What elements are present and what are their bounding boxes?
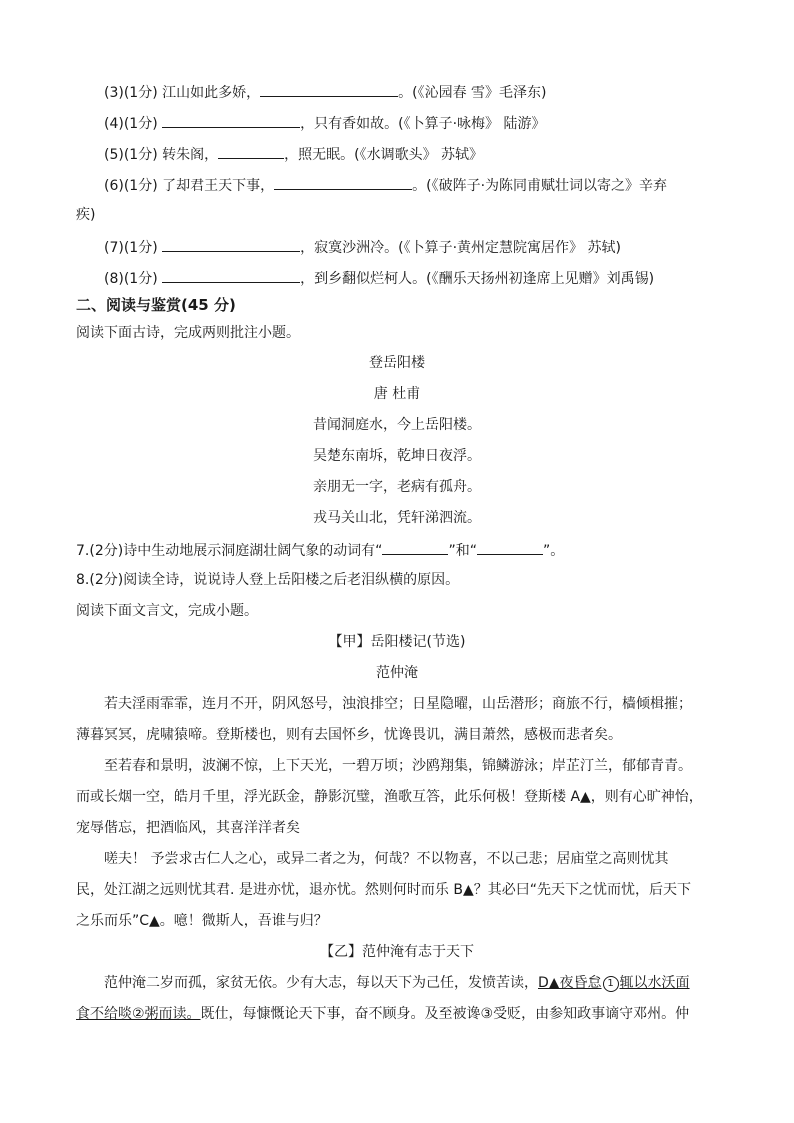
fill-item-5: (5)(1分) 转朱阁， ，照无眠。(《水调歌头》 苏轼》 — [104, 143, 483, 165]
question-8: 8.(2分)阅读全诗，说说诗人登上岳阳楼之后老泪纵横的原因。 — [76, 572, 460, 588]
passage-jia-line: 若夫淫雨霏霏，连月不开，阴风怒号，浊浪排空；日星隐曜，山岳潜形；商旅不行，樯倾楫摧； — [104, 696, 692, 712]
passage-yi-line: 范仲淹二岁而孤，家贫无依。少有大志，每以天下为己任，发愤苦读，D▲夜昏怠 1 辄以水沃面 — [104, 975, 690, 991]
passage-jia-line: 民，处江湖之远则忧其君. 是进亦忧，退亦忧。然则何时而乐 B▲？其必曰“先天下之忧而忧，后天下 — [76, 882, 691, 898]
answer-blank[interactable] — [382, 539, 448, 555]
answer-blank[interactable] — [162, 267, 300, 283]
passage-jia-line: 而或长烟一空，皓月千里，浮光跃金，静影沉璧，渔歌互答，此乐何极！登斯楼 A▲，则有心旷神怡， — [76, 789, 703, 805]
fill-item-4: (4)(1分) ，只有香如故。(《卜算子·咏梅》 陆游》 — [104, 112, 546, 134]
passage-yi-line: 食不给啖②粥而读。既仕，每慷慨论天下事，奋不顾身。及至被谗③受贬，由参知政事谪守邓州。仲 — [76, 1006, 690, 1022]
fill-item-8: (8)(1分) ，到乡翻似烂柯人。(《酬乐天扬州初逢席上见赠》刘禹锡) — [104, 267, 654, 289]
poem-line: 昔闻洞庭水，今上岳阳楼。 — [313, 417, 481, 433]
passage-jia-line: 嗟夫！ 予尝求古仁人之心，或异二者之为，何哉？不以物喜，不以己悲；居庙堂之高则忧其 — [104, 851, 669, 867]
poem-line: 亲朋无一字，老病有孤舟。 — [313, 479, 481, 495]
passage-jia-author: 范仲淹 — [376, 665, 418, 681]
question-7: 7.(2分)诗中生动地展示洞庭湖壮阔气象的动词有“ ”和“ ”。 — [76, 539, 564, 561]
passage-jia-line: 宠辱偕忘，把酒临风，其喜洋洋者矣 — [76, 820, 300, 836]
answer-blank[interactable] — [162, 112, 300, 128]
poem-line: 吴楚东南坼，乾坤日夜浮。 — [313, 448, 481, 464]
passage-jia-title: 【甲】岳阳楼记(节选) — [328, 634, 466, 650]
poem-title: 登岳阳楼 — [369, 355, 425, 371]
poem-line: 戎马关山北，凭轩涕泗流。 — [313, 510, 481, 526]
answer-blank[interactable] — [274, 174, 412, 190]
underlined-sentence: D▲夜昏怠 1 辄以水沃面 — [538, 975, 690, 991]
footnote-marker: 1 — [603, 976, 619, 992]
prose-instructions: 阅读下面文言文，完成小题。 — [76, 603, 258, 619]
answer-blank[interactable] — [260, 81, 398, 97]
answer-blank[interactable] — [162, 236, 300, 252]
passage-jia-line: 薄暮冥冥，虎啸猿啼。登斯楼也，则有去国怀乡，忧谗畏讥，满目萧然，感极而悲者矣。 — [76, 727, 622, 743]
answer-blank[interactable] — [477, 539, 543, 555]
passage-yi-title: 【乙】范仲淹有志于天下 — [320, 944, 474, 960]
poem-instructions: 阅读下面古诗，完成两则批注小题。 — [76, 325, 300, 341]
underlined-sentence: 食不给啖②粥而读。 — [76, 1006, 201, 1022]
answer-blank[interactable] — [218, 143, 284, 159]
fill-item-3: (3)(1分) 江山如此多娇， 。(《沁园春 雪》毛泽东) — [104, 81, 547, 103]
fill-item-6: (6)(1分) 了却君王天下事， 。(《破阵子·为陈同甫赋壮词以寄之》辛弃 — [104, 174, 667, 196]
fill-item-6-continued: 疾) — [76, 207, 96, 223]
poem-author: 唐 杜甫 — [373, 386, 421, 402]
section-2-title: 二、阅读与鉴赏(45 分) — [76, 296, 236, 314]
fill-item-7: (7)(1分) ，寂寞沙洲冷。(《卜算子·黄州定慧院寓居作》 苏轼) — [104, 236, 621, 258]
passage-jia-line: 至若春和景明，波澜不惊，上下天光，一碧万顷；沙鸥翔集，锦鳞游泳；岸芷汀兰，郁郁青青。 — [104, 758, 692, 774]
passage-jia-line: 之乐而乐”C▲。噫！微斯人，吾谁与归？ — [76, 913, 328, 929]
